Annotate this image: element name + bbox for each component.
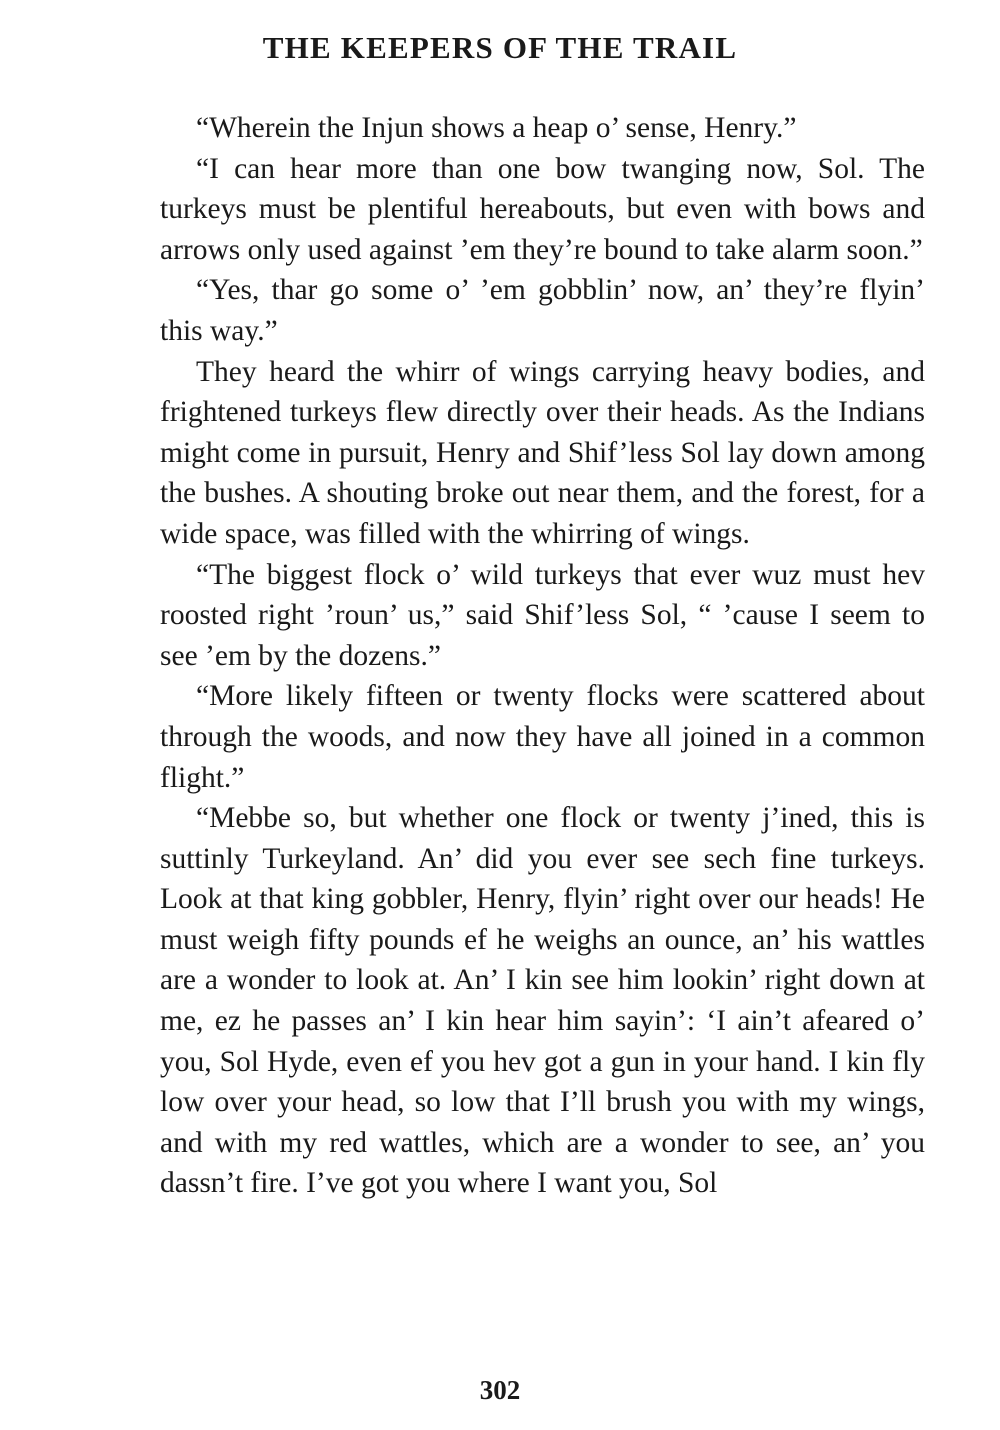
paragraph: “I can hear more than one bow twanging now, Sol. The turkeys must be plentiful hereabouts, but even with bows and arrows only used against ’em they’re bound to take alarm soon.”: [160, 152, 925, 266]
running-head: THE KEEPERS OF THE TRAIL: [262, 30, 738, 65]
paragraph: “Mebbe so, but whether one flock or twenty j’ined, this is suttinly Turkeyland. An’ did you ever see sech fine turkeys. Look at that king gobbler, Henry, flyin’ right over our heads! He must weigh fifty pounds ef he weighs an ounce, an’ his wattles are a wonder to look at. An’ I kin see him lookin’ right down at me, ez he passes an’ I kin hear him sayin’: ‘I ain’t afeared o’ you, Sol Hyde, even ef you hev got a gun in your hand. I kin fly low over your head, so low that I’ll brush you with my wings, and with my red wattles, which are a wonder to see, an’ you dassn’t fire. I’ve got you where I want you, Sol: [160, 802, 925, 1200]
paragraph: “More likely fifteen or twenty flocks were scattered about through the woods, and now they have all joined in a common flight.”: [160, 680, 925, 794]
paragraph: They heard the whirr of wings carrying heavy bodies, and frightened turkeys flew directly over their heads. As the Indians might come in pursuit, Henry and Shif’less Sol lay down among the bushes. A shouting broke out near them, and the forest, for a wide space, was filled with the whirring of wings.: [160, 355, 925, 550]
paragraph: “The biggest flock o’ wild turkeys that ever wuz must hev roosted right ’roun’ us,” said Shif’less Sol, “ ’cause I seem to see ’em by the dozens.”: [160, 558, 925, 672]
paragraph: “Yes, thar go some o’ ’em gobblin’ now, an’ they’re flyin’ this way.”: [160, 274, 925, 347]
page-number: 302: [479, 1375, 521, 1405]
body-text: [160, 108, 925, 1204]
paragraph: “Wherein the Injun shows a heap o’ sense, Henry.”: [196, 112, 797, 144]
